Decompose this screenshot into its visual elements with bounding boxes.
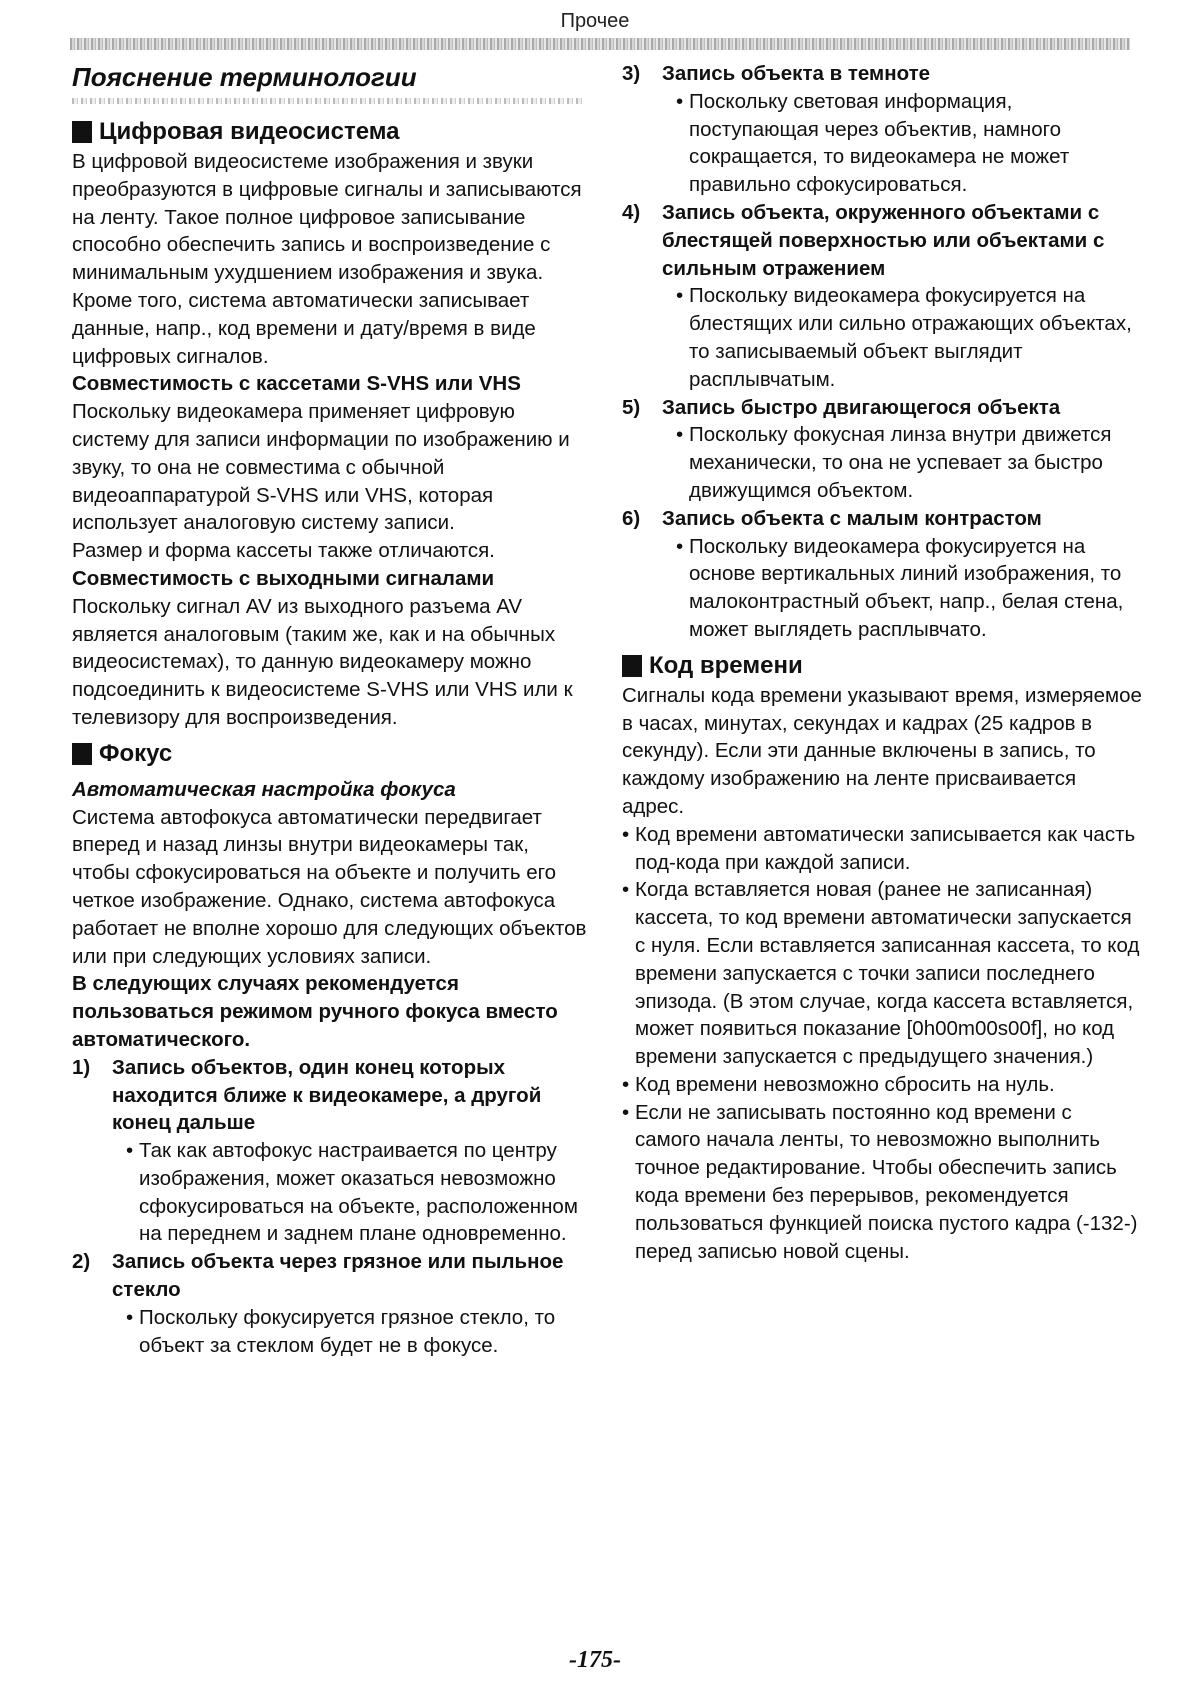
bullet-dot-icon: •: [622, 878, 630, 902]
item-number: 2): [72, 1250, 91, 1274]
header-rule: [70, 38, 1130, 50]
bullet-text: Если не записывать постоянно код времени с самого начала ленты, то невозможно выполнить точное редактирование. Чтобы обеспечить запись кода времени без перерывов, рекомендуется пользоваться функцией поиска пустого кадра (-132-) перед записью новой сцены.: [635, 1100, 1138, 1263]
item-text: Поскольку фокусная линза внутри движется механически, то она не успевает за быстро движущимся объектом.: [689, 423, 1112, 502]
bullet-dot-icon: •: [622, 1100, 630, 1124]
item-number: 6): [622, 506, 641, 530]
paragraph: Сигналы кода времени указывают время, измеряемое в часах, минутах, секундах и кадрах (25 кадров в секунду). Если эти данные включены в запись, то каждому изображению на ленте присваивается адрес.: [622, 683, 1142, 818]
item-text: Поскольку видеокамера фокусируется на основе вертикальных линий изображения, то малоконтрастный объект, напр., белая стена, может выглядеть расплывчато.: [689, 534, 1124, 641]
item-number: 4): [622, 200, 641, 224]
bullet-dot-icon: •: [676, 534, 684, 558]
bullet-dot-icon: •: [676, 284, 684, 308]
item-title: Запись объектов, один конец которых находится ближе к видеокамере, а другой конец дальше: [112, 1055, 542, 1135]
bullet-text: Код времени невозможно сбросить на нуль.: [635, 1072, 1055, 1096]
item-bullet: [72, 1137, 592, 1248]
bullet-dot-icon: •: [676, 89, 684, 113]
bullet-dot-icon: •: [676, 423, 684, 447]
section-header: Прочее: [560, 10, 630, 32]
heading-text: Цифровая видеосистема: [99, 118, 400, 145]
page-number: -175-: [569, 1647, 621, 1673]
square-bullet-icon: [72, 743, 92, 765]
heading-focus: [72, 738, 592, 770]
timecode-bullet: [622, 1099, 1142, 1266]
timecode-bullet: [622, 1071, 1142, 1099]
paragraph: В цифровой видеосистеме изображения и звуки преобразуются в цифровые сигналы и записываются на ленту. Такое полное цифровое записывание способно обеспечить запись и воспроизведение с минимальным ухудшением изображения и звука.: [72, 150, 582, 285]
item-title: Запись объекта, окруженного объектами с блестящей поверхностью или объектами с сильным отражением: [662, 200, 1105, 280]
heading-digital-video: [72, 116, 592, 148]
square-bullet-icon: [72, 121, 92, 143]
item-title: Запись объекта в темноте: [662, 62, 931, 85]
paragraph: Система автофокуса автоматически передвигает вперед и назад линзы внутри видеокамеры так, чтобы сфокусироваться на объекте и получить его четкое изображение. Однако, система автофокуса работает не вполне хорошо для следующих объектов или при следующих условиях записи.: [72, 805, 587, 968]
square-bullet-icon: [622, 655, 642, 677]
subheading-output-compat: Совместимость с выходными сигналами: [72, 566, 495, 590]
paragraph: Кроме того, система автоматически записывает данные, напр., код времени и дату/время в виде цифровых сигналов.: [72, 288, 536, 368]
bullet-dot-icon: •: [126, 1305, 134, 1329]
item-bullet: [622, 533, 1142, 644]
list-item: [622, 505, 1142, 533]
bullet-dot-icon: •: [622, 1072, 630, 1096]
item-bullet: [622, 88, 1142, 199]
page-title: Пояснение терминологии: [72, 62, 417, 92]
list-item: [72, 1054, 592, 1137]
item-bullet: [622, 282, 1142, 393]
paragraph: Поскольку видеокамера применяет цифровую систему для записи информации по изображению и звуку, то она не совместима с обычной видеоаппаратурой S-VHS или VHS, которая использует аналоговую систему записи.: [72, 400, 570, 535]
list-item: [622, 60, 1142, 88]
subheading-autofocus: Автоматическая настройка фокуса: [72, 777, 456, 801]
item-bullet: [72, 1304, 592, 1360]
left-column: [72, 60, 592, 1359]
heading-timecode: [622, 650, 1142, 682]
item-number: 1): [72, 1055, 91, 1079]
item-title: Запись быстро двигающегося объекта: [662, 395, 1061, 419]
paragraph: Размер и форма кассеты также отличаются.: [72, 539, 495, 563]
item-number: 5): [622, 395, 641, 419]
list-item: [72, 1248, 592, 1304]
bullet-dot-icon: •: [126, 1139, 134, 1163]
timecode-bullet: [622, 876, 1142, 1071]
item-text: Поскольку фокусируется грязное стекло, то объект за стеклом будет не в фокусе.: [139, 1305, 556, 1357]
right-column: [622, 60, 1142, 1265]
title-underline: [72, 98, 584, 104]
timecode-bullet: [622, 821, 1142, 877]
item-text: Поскольку световая информация, поступающая через объектив, намного сокращается, то видеокамера не может правильно сфокусироваться.: [689, 89, 1070, 197]
item-number: 3): [622, 62, 641, 85]
item-bullet: [622, 421, 1142, 504]
list-item: [622, 394, 1142, 422]
subheading-svhs-compat: Совместимость с кассетами S-VHS или VHS: [72, 372, 521, 396]
bullet-text: Когда вставляется новая (ранее не записанная) кассета, то код времени автоматически запускается с нуля. Если вставляется записанная кассета, то код времени запускается с точки записи последнего эпизода. (В этом случае, когда кассета вставляется, может появиться показание [0h00m00s00f], но код времени запускается с предыдущего значения.): [635, 878, 1140, 1069]
heading-text: Код времени: [649, 651, 803, 679]
item-title: Запись объекта с малым контрастом: [662, 506, 1042, 530]
recommendation-text: В следующих случаях рекомендуется пользоваться режимом ручного фокуса вместо автоматического.: [72, 972, 558, 1051]
list-item: [622, 199, 1142, 282]
item-text: Так как автофокус настраивается по центру изображения, может оказаться невозможно сфокусироваться на объекте, расположенном на переднем и заднем плане одновременно.: [139, 1139, 578, 1246]
heading-text: Фокус: [99, 739, 173, 767]
bullet-text: Код времени автоматически записывается как часть под-кода при каждой записи.: [635, 822, 1136, 874]
paragraph: Поскольку сигнал AV из выходного разъема AV является аналоговым (таким же, как и на обычных видеосистемах), то данную видеокамеру можно подсоединить к видеосистеме S-VHS или VHS или к телевизору для воспроизведения.: [72, 594, 573, 729]
item-title: Запись объекта через грязное или пыльное стекло: [112, 1250, 564, 1302]
item-text: Поскольку видеокамера фокусируется на блестящих или сильно отражающих объектах, то записываемый объект выглядит расплывчатым.: [689, 284, 1132, 391]
bullet-dot-icon: •: [622, 822, 630, 846]
